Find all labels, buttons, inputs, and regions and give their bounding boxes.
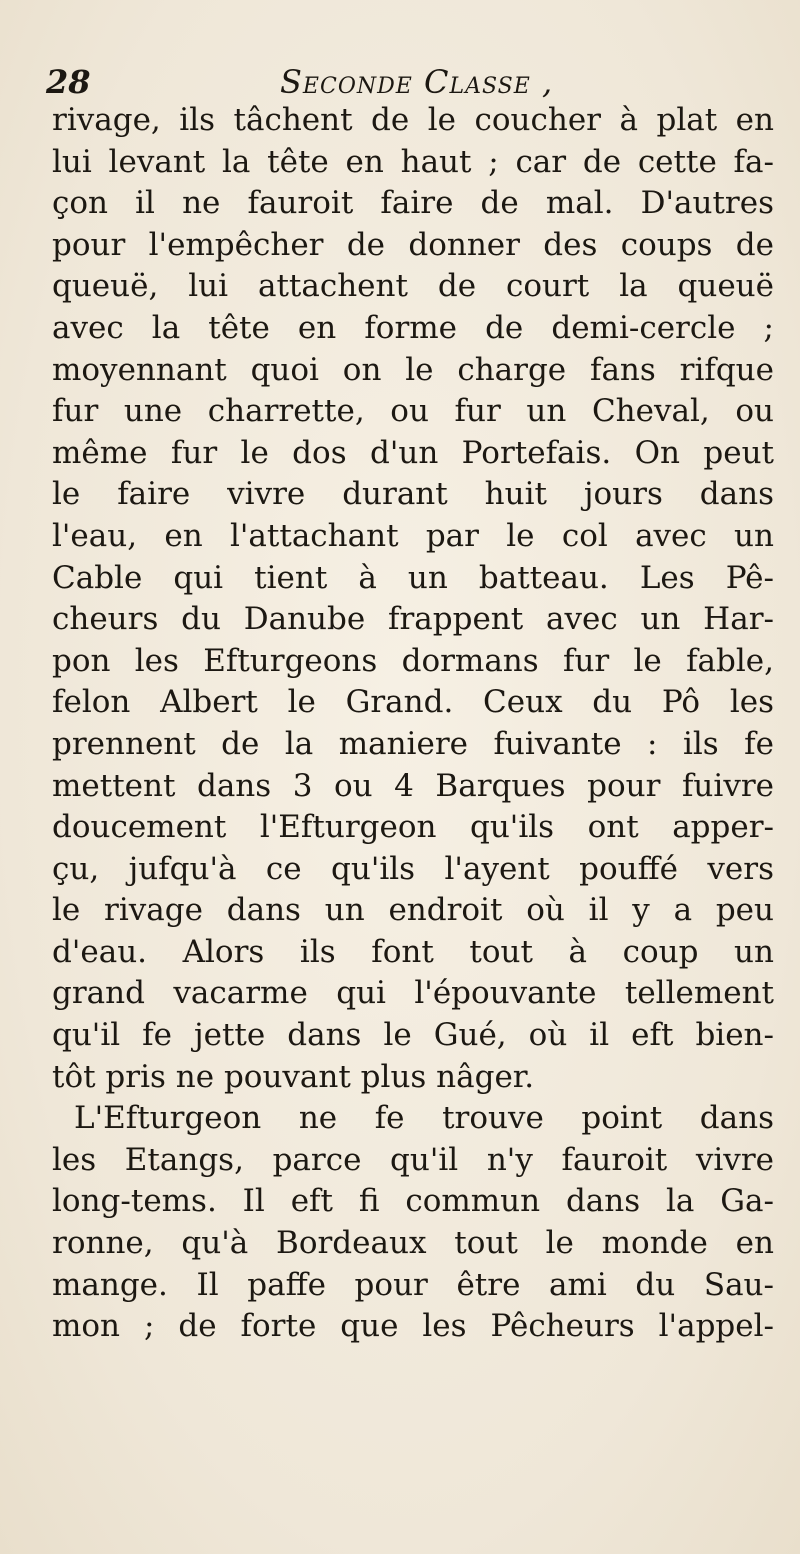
body-text xyxy=(52,100,774,1348)
text-line: cheurs du Danube frappent avec un Har- xyxy=(52,601,774,638)
text-line: même fur le dos d'un Portefais. On peut xyxy=(52,434,774,471)
text-line: rivage, ils tâchent de le coucher à plat en xyxy=(52,102,774,138)
text-line: L'Efturgeon ne fe trouve point dans xyxy=(74,1100,774,1137)
text-line: ronne, qu'à Bordeaux tout le monde en xyxy=(52,1225,774,1262)
running-head xyxy=(44,62,764,102)
text-line: felon Albert le Grand. Ceux du Pô les xyxy=(52,684,774,721)
text-line: pon les Efturgeons dormans fur le fable, xyxy=(52,642,774,679)
text-line: doucement l'Efturgeon qu'ils ont apper- xyxy=(52,809,774,846)
text-line: grand vacarme qui l'épouvante tellement xyxy=(52,975,774,1012)
text-line: pour l'empêcher de donner des coups de xyxy=(52,226,774,263)
text-line: long-tems. Il eft fi commun dans la Ga- xyxy=(52,1183,774,1220)
text-line: les Etangs, parce qu'il n'y fauroit vivre xyxy=(52,1141,774,1178)
text-line: çon il ne fauroit faire de mal. D'autres xyxy=(52,185,774,222)
text-line: Cable qui tient à un batteau. Les Pê- xyxy=(52,559,774,596)
text-line: queuë, lui attachent de court la queuë xyxy=(52,268,774,305)
text-line: l'eau, en l'attachant par le col avec un xyxy=(52,517,774,554)
text-line: avec la tête en forme de demi-cercle ; xyxy=(52,309,774,346)
text-line: mange. Il paffe pour être ami du Sau- xyxy=(52,1266,774,1303)
text-line: mettent dans 3 ou 4 Barques pour fuivre xyxy=(52,767,774,804)
text-line: çu, jufqu'à ce qu'ils l'ayent pouffé vers xyxy=(52,850,774,887)
text-line: qu'il fe jette dans le Gué, où il eft bien- xyxy=(52,1017,774,1054)
text-line: le faire vivre durant huit jours dans xyxy=(52,476,774,513)
text-line: lui levant la tête en haut ; car de cette fa- xyxy=(52,143,774,180)
text-line: moyennant quoi on le charge fans rifque xyxy=(52,351,774,388)
page-number: 28 xyxy=(46,63,91,101)
running-title: Seconde Classe , xyxy=(280,63,554,101)
text-line: tôt pris ne pouvant plus nâger. xyxy=(52,1058,535,1095)
text-line: prennent de la maniere fuivante : ils fe xyxy=(52,725,774,762)
text-line: le rivage dans un endroit où il y a peu xyxy=(52,892,774,929)
text-line: mon ; de forte que les Pêcheurs l'appel- xyxy=(52,1308,774,1345)
text-line: fur une charrette, ou fur un Cheval, ou xyxy=(52,393,774,430)
text-line: d'eau. Alors ils font tout à coup un xyxy=(52,933,774,970)
